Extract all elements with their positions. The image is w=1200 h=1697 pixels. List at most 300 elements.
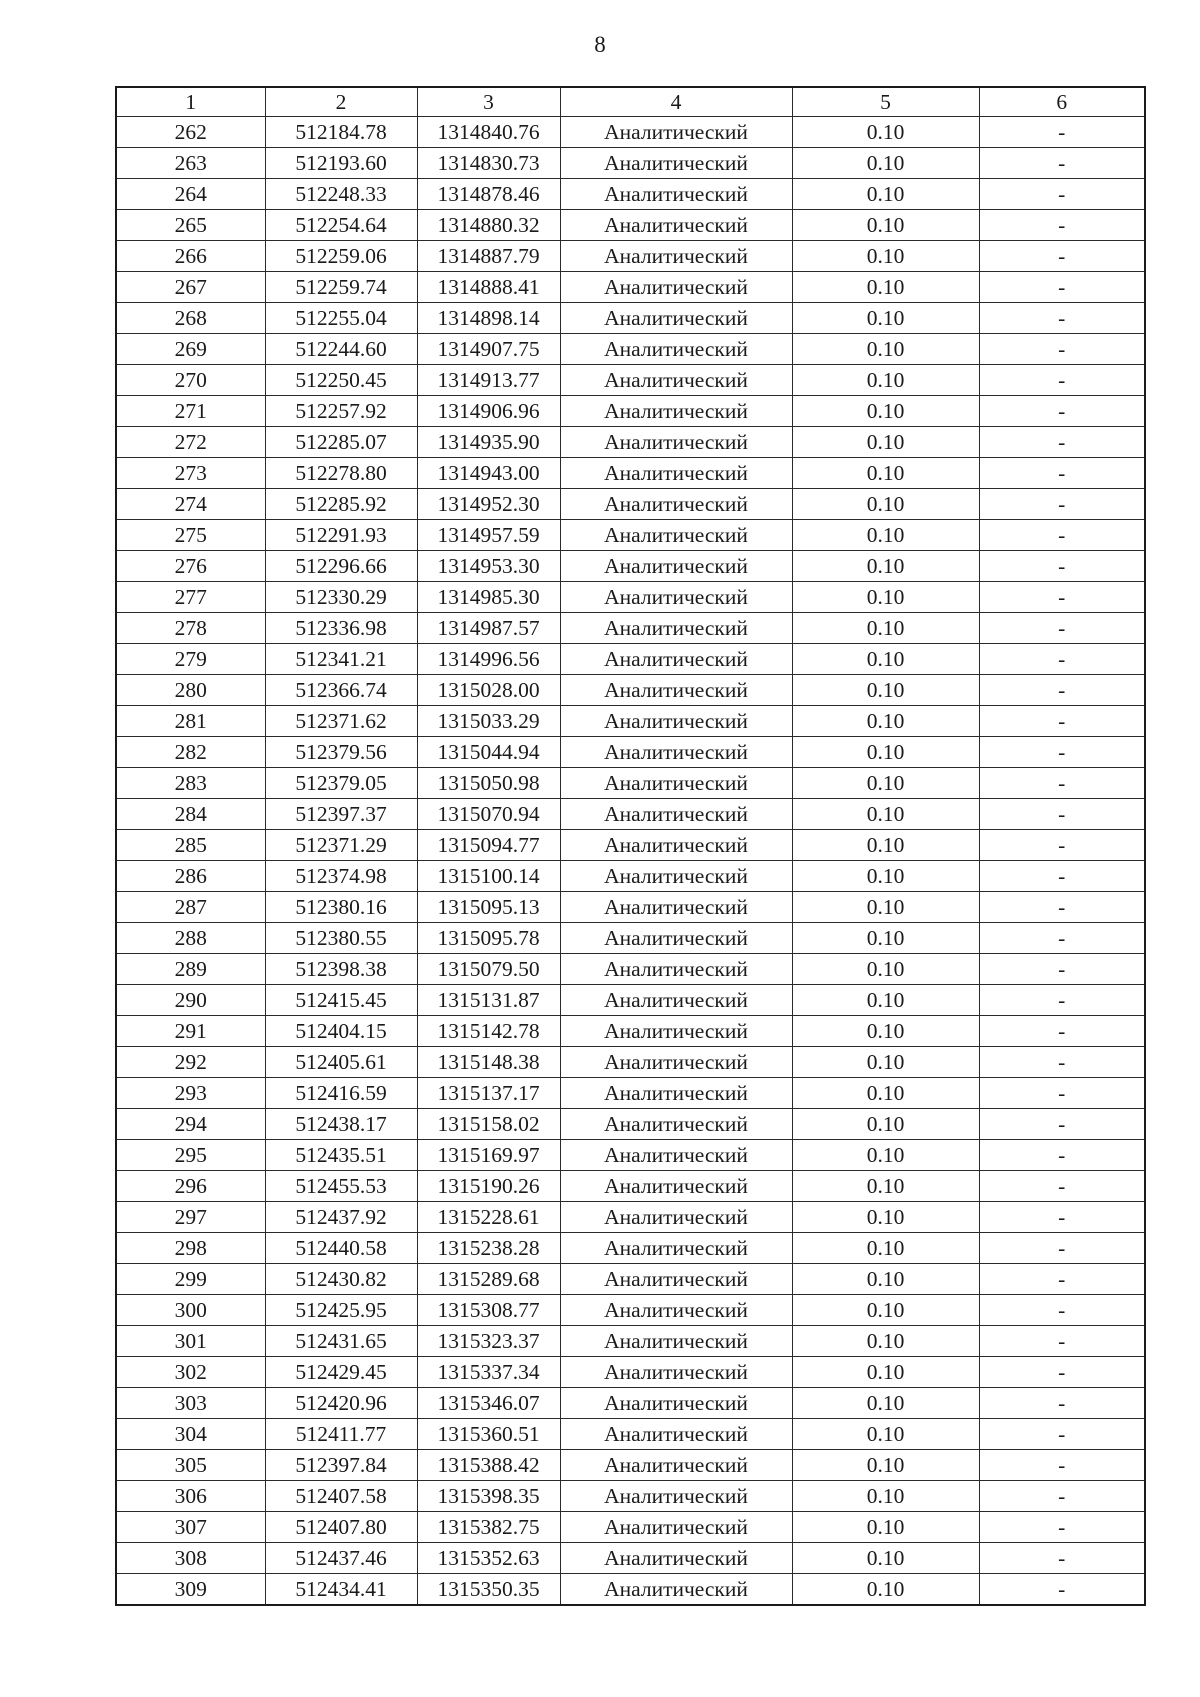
cell-x-coordinate: 512407.58 — [265, 1481, 417, 1512]
table-row — [116, 1326, 1145, 1357]
cell-accuracy: 0.10 — [792, 1264, 979, 1295]
cell-point-number: 273 — [116, 458, 265, 489]
cell-y-coordinate: 1314987.57 — [417, 613, 560, 644]
cell-y-coordinate: 1315050.98 — [417, 768, 560, 799]
cell-point-number: 280 — [116, 675, 265, 706]
cell-point-number: 284 — [116, 799, 265, 830]
table-row — [116, 1171, 1145, 1202]
cell-x-coordinate: 512244.60 — [265, 334, 417, 365]
cell-accuracy: 0.10 — [792, 427, 979, 458]
cell-note: - — [979, 1233, 1145, 1264]
cell-note: - — [979, 861, 1145, 892]
cell-note: - — [979, 1388, 1145, 1419]
cell-method: Аналитический — [560, 706, 792, 737]
table-row — [116, 1419, 1145, 1450]
cell-point-number: 307 — [116, 1512, 265, 1543]
table-row — [116, 272, 1145, 303]
cell-y-coordinate: 1314840.76 — [417, 117, 560, 148]
cell-x-coordinate: 512404.15 — [265, 1016, 417, 1047]
cell-method: Аналитический — [560, 334, 792, 365]
cell-y-coordinate: 1314985.30 — [417, 582, 560, 613]
cell-note: - — [979, 1512, 1145, 1543]
cell-point-number: 267 — [116, 272, 265, 303]
cell-method: Аналитический — [560, 489, 792, 520]
cell-point-number: 304 — [116, 1419, 265, 1450]
cell-x-coordinate: 512374.98 — [265, 861, 417, 892]
cell-method: Аналитический — [560, 458, 792, 489]
table-row — [116, 923, 1145, 954]
table-header-row — [116, 87, 1145, 117]
cell-y-coordinate: 1315289.68 — [417, 1264, 560, 1295]
cell-x-coordinate: 512296.66 — [265, 551, 417, 582]
cell-accuracy: 0.10 — [792, 148, 979, 179]
cell-accuracy: 0.10 — [792, 365, 979, 396]
cell-point-number: 293 — [116, 1078, 265, 1109]
table-row — [116, 365, 1145, 396]
cell-method: Аналитический — [560, 582, 792, 613]
page-number: 8 — [594, 32, 606, 57]
cell-method: Аналитический — [560, 985, 792, 1016]
cell-accuracy: 0.10 — [792, 551, 979, 582]
cell-accuracy: 0.10 — [792, 706, 979, 737]
cell-x-coordinate: 512455.53 — [265, 1171, 417, 1202]
table-row — [116, 179, 1145, 210]
cell-point-number: 271 — [116, 396, 265, 427]
cell-method: Аналитический — [560, 427, 792, 458]
cell-accuracy: 0.10 — [792, 1450, 979, 1481]
cell-method: Аналитический — [560, 892, 792, 923]
cell-method: Аналитический — [560, 1357, 792, 1388]
cell-point-number: 295 — [116, 1140, 265, 1171]
cell-point-number: 266 — [116, 241, 265, 272]
cell-method: Аналитический — [560, 272, 792, 303]
column-header-3: 3 — [417, 87, 560, 117]
table-row — [116, 1574, 1145, 1606]
cell-x-coordinate: 512291.93 — [265, 520, 417, 551]
cell-y-coordinate: 1315028.00 — [417, 675, 560, 706]
cell-method: Аналитический — [560, 1109, 792, 1140]
cell-note: - — [979, 458, 1145, 489]
cell-accuracy: 0.10 — [792, 830, 979, 861]
table-row — [116, 1543, 1145, 1574]
cell-method: Аналитический — [560, 1295, 792, 1326]
table-row — [116, 427, 1145, 458]
cell-accuracy: 0.10 — [792, 1140, 979, 1171]
cell-note: - — [979, 272, 1145, 303]
cell-accuracy: 0.10 — [792, 582, 979, 613]
table-row — [116, 675, 1145, 706]
cell-y-coordinate: 1314943.00 — [417, 458, 560, 489]
cell-x-coordinate: 512259.74 — [265, 272, 417, 303]
table-row — [116, 1388, 1145, 1419]
cell-note: - — [979, 830, 1145, 861]
table-row — [116, 1481, 1145, 1512]
cell-x-coordinate: 512371.62 — [265, 706, 417, 737]
cell-point-number: 270 — [116, 365, 265, 396]
cell-point-number: 269 — [116, 334, 265, 365]
table-row — [116, 1047, 1145, 1078]
table-row — [116, 954, 1145, 985]
table-row — [116, 706, 1145, 737]
cell-accuracy: 0.10 — [792, 1574, 979, 1606]
cell-note: - — [979, 644, 1145, 675]
cell-accuracy: 0.10 — [792, 117, 979, 148]
cell-accuracy: 0.10 — [792, 1481, 979, 1512]
column-header-4: 4 — [560, 87, 792, 117]
cell-accuracy: 0.10 — [792, 1078, 979, 1109]
cell-accuracy: 0.10 — [792, 985, 979, 1016]
cell-point-number: 299 — [116, 1264, 265, 1295]
cell-y-coordinate: 1315169.97 — [417, 1140, 560, 1171]
cell-point-number: 278 — [116, 613, 265, 644]
cell-point-number: 300 — [116, 1295, 265, 1326]
cell-y-coordinate: 1315131.87 — [417, 985, 560, 1016]
cell-y-coordinate: 1315148.38 — [417, 1047, 560, 1078]
column-header-5: 5 — [792, 87, 979, 117]
cell-accuracy: 0.10 — [792, 1419, 979, 1450]
cell-note: - — [979, 179, 1145, 210]
cell-y-coordinate: 1315382.75 — [417, 1512, 560, 1543]
cell-x-coordinate: 512405.61 — [265, 1047, 417, 1078]
cell-method: Аналитический — [560, 1419, 792, 1450]
cell-x-coordinate: 512397.37 — [265, 799, 417, 830]
table-row — [116, 1078, 1145, 1109]
cell-point-number: 302 — [116, 1357, 265, 1388]
table-row — [116, 303, 1145, 334]
cell-x-coordinate: 512398.38 — [265, 954, 417, 985]
cell-note: - — [979, 117, 1145, 148]
cell-point-number: 287 — [116, 892, 265, 923]
cell-accuracy: 0.10 — [792, 737, 979, 768]
cell-y-coordinate: 1315398.35 — [417, 1481, 560, 1512]
cell-x-coordinate: 512437.46 — [265, 1543, 417, 1574]
cell-method: Аналитический — [560, 551, 792, 582]
cell-method: Аналитический — [560, 1481, 792, 1512]
column-header-2: 2 — [265, 87, 417, 117]
cell-x-coordinate: 512397.84 — [265, 1450, 417, 1481]
cell-method: Аналитический — [560, 1388, 792, 1419]
cell-x-coordinate: 512193.60 — [265, 148, 417, 179]
table-body — [116, 117, 1145, 1606]
table-row — [116, 830, 1145, 861]
cell-note: - — [979, 706, 1145, 737]
cell-point-number: 268 — [116, 303, 265, 334]
cell-y-coordinate: 1315360.51 — [417, 1419, 560, 1450]
cell-note: - — [979, 1326, 1145, 1357]
cell-point-number: 281 — [116, 706, 265, 737]
cell-y-coordinate: 1315352.63 — [417, 1543, 560, 1574]
cell-y-coordinate: 1314996.56 — [417, 644, 560, 675]
cell-y-coordinate: 1315337.34 — [417, 1357, 560, 1388]
cell-note: - — [979, 551, 1145, 582]
cell-note: - — [979, 1543, 1145, 1574]
cell-point-number: 286 — [116, 861, 265, 892]
cell-y-coordinate: 1315137.17 — [417, 1078, 560, 1109]
cell-y-coordinate: 1315142.78 — [417, 1016, 560, 1047]
cell-method: Аналитический — [560, 241, 792, 272]
cell-y-coordinate: 1315323.37 — [417, 1326, 560, 1357]
cell-method: Аналитический — [560, 644, 792, 675]
table-row — [116, 613, 1145, 644]
cell-x-coordinate: 512379.05 — [265, 768, 417, 799]
cell-note: - — [979, 1264, 1145, 1295]
cell-x-coordinate: 512435.51 — [265, 1140, 417, 1171]
cell-y-coordinate: 1314898.14 — [417, 303, 560, 334]
table-row — [116, 737, 1145, 768]
cell-y-coordinate: 1314887.79 — [417, 241, 560, 272]
cell-accuracy: 0.10 — [792, 1388, 979, 1419]
table-row — [116, 241, 1145, 272]
cell-y-coordinate: 1315095.78 — [417, 923, 560, 954]
cell-x-coordinate: 512184.78 — [265, 117, 417, 148]
cell-note: - — [979, 954, 1145, 985]
cell-x-coordinate: 512380.16 — [265, 892, 417, 923]
cell-accuracy: 0.10 — [792, 1326, 979, 1357]
table-row — [116, 1450, 1145, 1481]
cell-note: - — [979, 520, 1145, 551]
cell-x-coordinate: 512285.07 — [265, 427, 417, 458]
cell-note: - — [979, 241, 1145, 272]
cell-note: - — [979, 489, 1145, 520]
cell-x-coordinate: 512341.21 — [265, 644, 417, 675]
cell-note: - — [979, 1295, 1145, 1326]
cell-accuracy: 0.10 — [792, 210, 979, 241]
cell-accuracy: 0.10 — [792, 489, 979, 520]
cell-y-coordinate: 1314913.77 — [417, 365, 560, 396]
cell-note: - — [979, 923, 1145, 954]
cell-accuracy: 0.10 — [792, 303, 979, 334]
cell-accuracy: 0.10 — [792, 861, 979, 892]
table-row — [116, 644, 1145, 675]
cell-y-coordinate: 1315238.28 — [417, 1233, 560, 1264]
table-row — [116, 1202, 1145, 1233]
table-row — [116, 861, 1145, 892]
cell-method: Аналитический — [560, 1574, 792, 1606]
cell-method: Аналитический — [560, 1233, 792, 1264]
table-row — [116, 892, 1145, 923]
cell-x-coordinate: 512255.04 — [265, 303, 417, 334]
table-row — [116, 117, 1145, 148]
cell-method: Аналитический — [560, 1543, 792, 1574]
cell-method: Аналитический — [560, 148, 792, 179]
cell-y-coordinate: 1315070.94 — [417, 799, 560, 830]
cell-method: Аналитический — [560, 923, 792, 954]
cell-accuracy: 0.10 — [792, 1016, 979, 1047]
cell-note: - — [979, 1202, 1145, 1233]
cell-y-coordinate: 1315388.42 — [417, 1450, 560, 1481]
cell-note: - — [979, 799, 1145, 830]
cell-y-coordinate: 1314830.73 — [417, 148, 560, 179]
coordinates-table — [115, 86, 1146, 1606]
cell-point-number: 297 — [116, 1202, 265, 1233]
table-row — [116, 334, 1145, 365]
cell-note: - — [979, 148, 1145, 179]
cell-accuracy: 0.10 — [792, 520, 979, 551]
cell-accuracy: 0.10 — [792, 644, 979, 675]
cell-y-coordinate: 1315094.77 — [417, 830, 560, 861]
cell-y-coordinate: 1314878.46 — [417, 179, 560, 210]
cell-method: Аналитический — [560, 830, 792, 861]
cell-note: - — [979, 582, 1145, 613]
cell-method: Аналитический — [560, 954, 792, 985]
cell-method: Аналитический — [560, 737, 792, 768]
cell-point-number: 263 — [116, 148, 265, 179]
cell-method: Аналитический — [560, 1047, 792, 1078]
cell-accuracy: 0.10 — [792, 1543, 979, 1574]
cell-method: Аналитический — [560, 396, 792, 427]
cell-y-coordinate: 1314952.30 — [417, 489, 560, 520]
cell-note: - — [979, 427, 1145, 458]
cell-method: Аналитический — [560, 768, 792, 799]
cell-note: - — [979, 613, 1145, 644]
cell-x-coordinate: 512415.45 — [265, 985, 417, 1016]
cell-x-coordinate: 512438.17 — [265, 1109, 417, 1140]
cell-note: - — [979, 334, 1145, 365]
cell-y-coordinate: 1314906.96 — [417, 396, 560, 427]
cell-point-number: 290 — [116, 985, 265, 1016]
cell-accuracy: 0.10 — [792, 1295, 979, 1326]
table-row — [116, 985, 1145, 1016]
cell-note: - — [979, 210, 1145, 241]
cell-note: - — [979, 1481, 1145, 1512]
cell-accuracy: 0.10 — [792, 334, 979, 365]
table-row — [116, 489, 1145, 520]
cell-accuracy: 0.10 — [792, 1512, 979, 1543]
cell-y-coordinate: 1314907.75 — [417, 334, 560, 365]
cell-y-coordinate: 1314888.41 — [417, 272, 560, 303]
cell-x-coordinate: 512330.29 — [265, 582, 417, 613]
cell-method: Аналитический — [560, 1512, 792, 1543]
cell-y-coordinate: 1315350.35 — [417, 1574, 560, 1606]
cell-point-number: 306 — [116, 1481, 265, 1512]
cell-point-number: 301 — [116, 1326, 265, 1357]
cell-y-coordinate: 1314953.30 — [417, 551, 560, 582]
cell-y-coordinate: 1315044.94 — [417, 737, 560, 768]
cell-method: Аналитический — [560, 179, 792, 210]
cell-x-coordinate: 512425.95 — [265, 1295, 417, 1326]
cell-accuracy: 0.10 — [792, 179, 979, 210]
cell-point-number: 282 — [116, 737, 265, 768]
cell-x-coordinate: 512259.06 — [265, 241, 417, 272]
column-header-6: 6 — [979, 87, 1145, 117]
table-row — [116, 1295, 1145, 1326]
cell-x-coordinate: 512416.59 — [265, 1078, 417, 1109]
cell-x-coordinate: 512336.98 — [265, 613, 417, 644]
cell-y-coordinate: 1315158.02 — [417, 1109, 560, 1140]
cell-note: - — [979, 1078, 1145, 1109]
cell-x-coordinate: 512371.29 — [265, 830, 417, 861]
cell-note: - — [979, 303, 1145, 334]
cell-y-coordinate: 1315190.26 — [417, 1171, 560, 1202]
cell-note: - — [979, 1109, 1145, 1140]
cell-note: - — [979, 1450, 1145, 1481]
table-row — [116, 458, 1145, 489]
cell-x-coordinate: 512429.45 — [265, 1357, 417, 1388]
table-row — [116, 1264, 1145, 1295]
cell-point-number: 276 — [116, 551, 265, 582]
table-row — [116, 799, 1145, 830]
cell-accuracy: 0.10 — [792, 272, 979, 303]
cell-note: - — [979, 1357, 1145, 1388]
cell-y-coordinate: 1315346.07 — [417, 1388, 560, 1419]
cell-accuracy: 0.10 — [792, 458, 979, 489]
cell-point-number: 292 — [116, 1047, 265, 1078]
cell-note: - — [979, 396, 1145, 427]
cell-point-number: 291 — [116, 1016, 265, 1047]
table-row — [116, 1233, 1145, 1264]
table-row — [116, 1512, 1145, 1543]
cell-x-coordinate: 512431.65 — [265, 1326, 417, 1357]
cell-y-coordinate: 1315033.29 — [417, 706, 560, 737]
cell-x-coordinate: 512379.56 — [265, 737, 417, 768]
cell-method: Аналитический — [560, 1140, 792, 1171]
cell-note: - — [979, 1419, 1145, 1450]
cell-y-coordinate: 1315100.14 — [417, 861, 560, 892]
table-row — [116, 520, 1145, 551]
cell-method: Аналитический — [560, 1078, 792, 1109]
cell-method: Аналитический — [560, 1171, 792, 1202]
cell-x-coordinate: 512250.45 — [265, 365, 417, 396]
cell-accuracy: 0.10 — [792, 954, 979, 985]
cell-y-coordinate: 1315095.13 — [417, 892, 560, 923]
cell-method: Аналитический — [560, 861, 792, 892]
cell-note: - — [979, 985, 1145, 1016]
cell-x-coordinate: 512380.55 — [265, 923, 417, 954]
cell-y-coordinate: 1315079.50 — [417, 954, 560, 985]
cell-point-number: 289 — [116, 954, 265, 985]
cell-note: - — [979, 365, 1145, 396]
table-row — [116, 1357, 1145, 1388]
cell-accuracy: 0.10 — [792, 799, 979, 830]
table-row — [116, 768, 1145, 799]
cell-point-number: 294 — [116, 1109, 265, 1140]
cell-method: Аналитический — [560, 210, 792, 241]
cell-method: Аналитический — [560, 1202, 792, 1233]
cell-x-coordinate: 512257.92 — [265, 396, 417, 427]
cell-y-coordinate: 1315228.61 — [417, 1202, 560, 1233]
cell-point-number: 262 — [116, 117, 265, 148]
cell-method: Аналитический — [560, 675, 792, 706]
table-row — [116, 1109, 1145, 1140]
cell-accuracy: 0.10 — [792, 1109, 979, 1140]
cell-accuracy: 0.10 — [792, 613, 979, 644]
cell-method: Аналитический — [560, 117, 792, 148]
cell-point-number: 272 — [116, 427, 265, 458]
cell-note: - — [979, 675, 1145, 706]
cell-point-number: 279 — [116, 644, 265, 675]
cell-point-number: 288 — [116, 923, 265, 954]
cell-point-number: 277 — [116, 582, 265, 613]
cell-point-number: 275 — [116, 520, 265, 551]
cell-method: Аналитический — [560, 1264, 792, 1295]
cell-point-number: 305 — [116, 1450, 265, 1481]
cell-note: - — [979, 768, 1145, 799]
cell-accuracy: 0.10 — [792, 241, 979, 272]
table-row — [116, 396, 1145, 427]
cell-point-number: 296 — [116, 1171, 265, 1202]
cell-x-coordinate: 512248.33 — [265, 179, 417, 210]
cell-point-number: 285 — [116, 830, 265, 861]
cell-point-number: 298 — [116, 1233, 265, 1264]
cell-x-coordinate: 512430.82 — [265, 1264, 417, 1295]
cell-accuracy: 0.10 — [792, 892, 979, 923]
cell-x-coordinate: 512411.77 — [265, 1419, 417, 1450]
cell-method: Аналитический — [560, 1450, 792, 1481]
cell-accuracy: 0.10 — [792, 768, 979, 799]
cell-x-coordinate: 512420.96 — [265, 1388, 417, 1419]
cell-accuracy: 0.10 — [792, 1047, 979, 1078]
cell-point-number: 309 — [116, 1574, 265, 1606]
